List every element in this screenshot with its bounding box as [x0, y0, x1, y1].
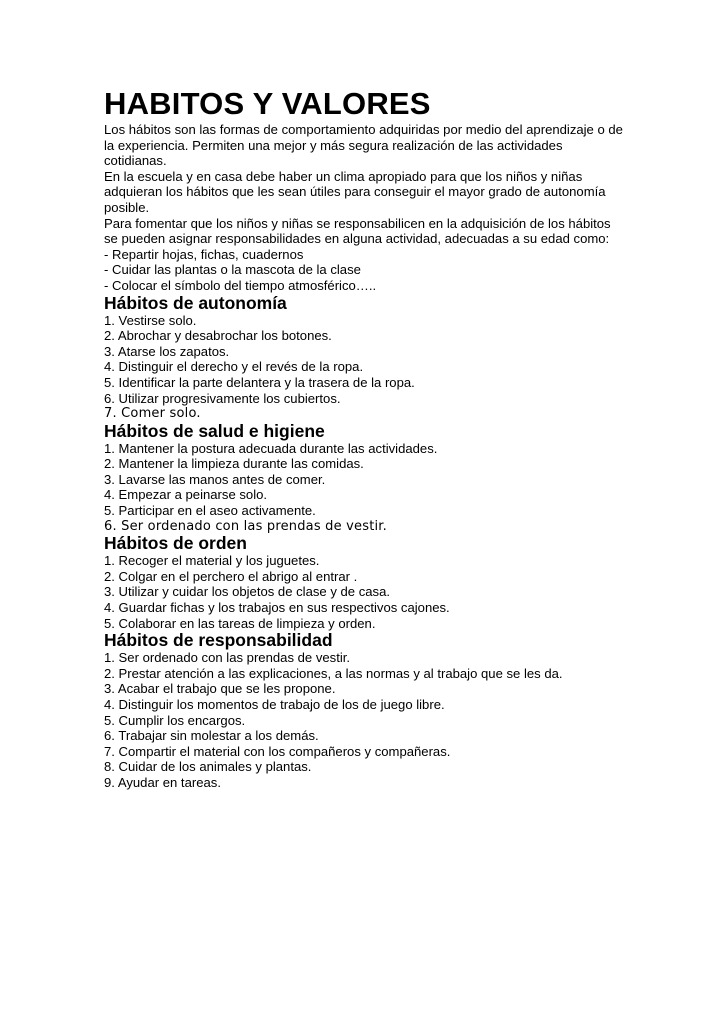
section-responsabilidad	[104, 631, 624, 790]
list-item: 3. Lavarse las manos antes de comer.	[104, 471, 326, 487]
list-item: 2. Colgar en el perchero el abrigo al entrar .	[104, 568, 358, 584]
section-list	[104, 313, 624, 422]
list-item: 4. Distinguir el derecho y el revés de la ropa.	[104, 359, 364, 375]
example-item: - Repartir hojas, fichas, cuadernos	[104, 246, 304, 262]
list-item: 2. Abrochar y desabrochar los botones.	[104, 328, 332, 344]
section-heading: Hábitos de orden	[104, 533, 247, 554]
list-item: 4. Empezar a peinarse solo.	[104, 487, 268, 503]
document-title: HABITOS Y VALORES	[104, 86, 431, 121]
section-list	[104, 441, 624, 535]
intro-paragraph-1: Los hábitos son las formas de comportamiento adquiridas por medio del aprendizaje o de la experiencia. Permiten una mejor y más segura realización de las actividades cotidianas.	[104, 122, 623, 169]
section-list	[104, 553, 624, 631]
section-salud-higiene	[104, 422, 624, 535]
section-heading: Hábitos de salud e higiene	[104, 420, 325, 441]
list-item: 1. Ser ordenado con las prendas de vestir.	[104, 650, 351, 666]
section-list	[104, 650, 624, 790]
section-heading: Hábitos de responsabilidad	[104, 630, 333, 651]
example-item: - Colocar el símbolo del tiempo atmosférico…..	[104, 277, 377, 293]
list-item: 4. Distinguir los momentos de trabajo de los de juego libre.	[104, 697, 445, 712]
list-item: 2. Mantener la limpieza durante las comidas.	[104, 456, 364, 472]
section-autonomia	[104, 294, 624, 422]
document-page	[104, 86, 624, 791]
list-item: 9. Ayudar en tareas.	[104, 774, 221, 790]
list-item: 5. Colaborar en las tareas de limpieza y orden.	[104, 615, 376, 631]
list-item: 2. Prestar atención a las explicaciones, a las normas y al trabajo que se les da.	[104, 665, 563, 681]
list-item: 3. Atarse los zapatos.	[104, 343, 230, 359]
list-item: 1. Vestirse solo.	[104, 312, 197, 328]
intro-paragraph-2: En la escuela y en casa debe haber un clima apropiado para que los niños y niñas adquieran los hábitos que les sean útiles para conseguir el mayor grado de autonomía posible.	[104, 168, 606, 215]
list-item: 1. Recoger el material y los juguetes.	[104, 553, 320, 569]
intro-paragraph-3: Para fomentar que los niños y niñas se responsabilicen en la adquisición de los hábitos se pueden asignar responsabilidades en alguna actividad, adecuadas a su edad como:	[104, 215, 611, 247]
list-item: 6. Ser ordenado con las prendas de vestir.	[104, 518, 387, 534]
section-orden	[104, 534, 624, 631]
examples-list	[104, 247, 624, 294]
list-item: 7. Comer solo.	[104, 406, 201, 422]
list-item: 5. Cumplir los encargos.	[104, 712, 246, 728]
list-item: 7. Compartir el material con los compañeros y compañeras.	[104, 743, 451, 759]
example-item: - Cuidar las plantas o la mascota de la clase	[104, 262, 361, 278]
list-item: 8. Cuidar de los animales y plantas.	[104, 759, 312, 775]
section-heading: Hábitos de autonomía	[104, 292, 287, 313]
list-item: 3. Acabar el trabajo que se les propone.	[104, 681, 336, 697]
list-item: 1. Mantener la postura adecuada durante las actividades.	[104, 440, 438, 456]
list-item: 3. Utilizar y cuidar los objetos de clase y de casa.	[104, 584, 391, 600]
list-item: 4. Guardar fichas y los trabajos en sus respectivos cajones.	[104, 600, 450, 616]
list-item: 5. Participar en el aseo activamente.	[104, 503, 316, 519]
list-item: 6. Utilizar progresivamente los cubiertos.	[104, 390, 341, 406]
list-item: 6. Trabajar sin molestar a los demás.	[104, 728, 319, 744]
list-item: 5. Identificar la parte delantera y la trasera de la ropa.	[104, 374, 415, 390]
